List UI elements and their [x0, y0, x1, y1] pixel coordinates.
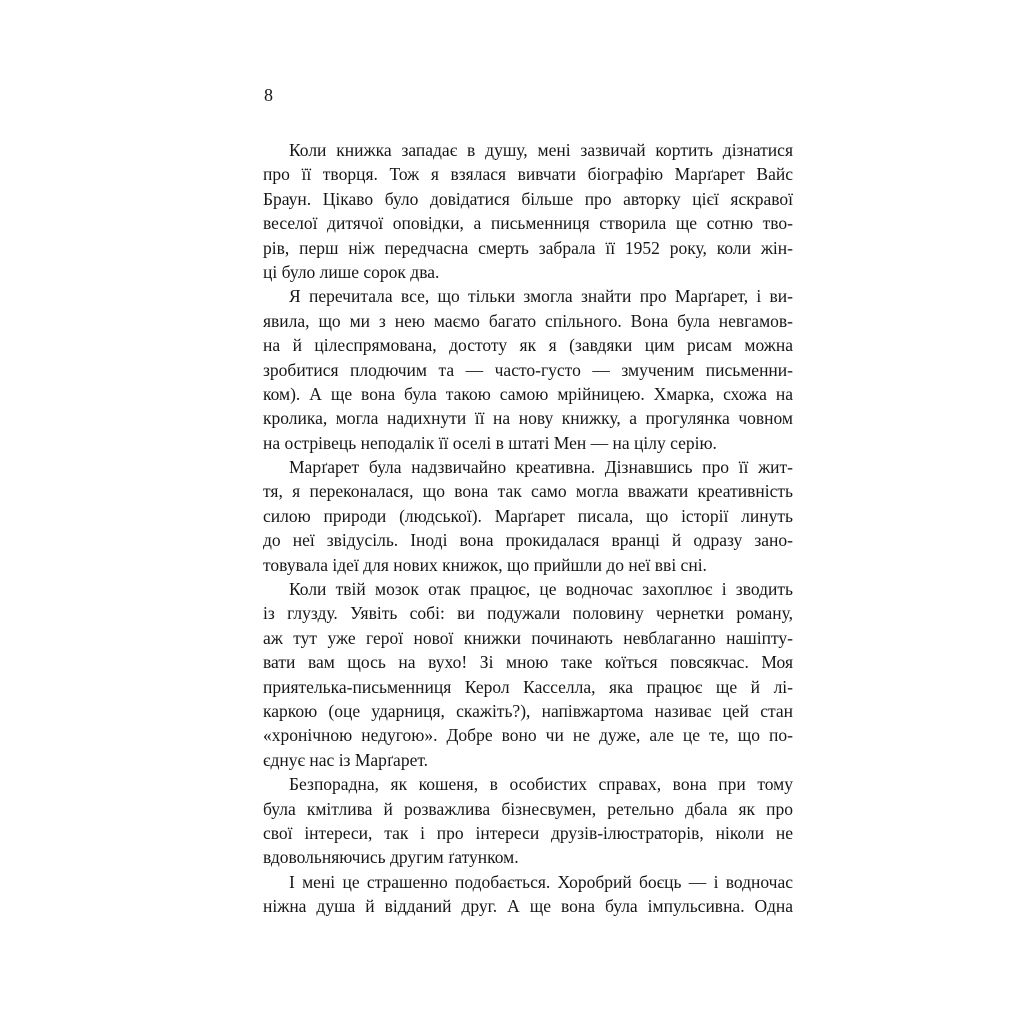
text-line: вдовольняючись другим ґатунком.	[263, 847, 519, 868]
text-line: каркою (оце ударниця, скажіть?), напівжартома називає цей стан	[263, 700, 793, 721]
text-line: товувала ідеї для нових книжок, що прийшли до неї вві сні.	[263, 554, 707, 575]
paragraph	[263, 284, 793, 455]
text-line: про її творця. Тож я взялася вивчати біографію Марґарет Вайс	[263, 164, 793, 185]
text-line: Марґарет була надзвичайно креативна. Дізнавшись про її жит-	[289, 457, 793, 478]
text-line: ці було лише сорок два.	[263, 261, 440, 282]
text-line: Коли твій мозок отак працює, це водночас захоплює і зводить	[289, 579, 793, 600]
paragraph	[263, 455, 793, 577]
text-line: була кмітлива й розважлива бізнесвумен, ретельно дбала як про	[263, 798, 793, 819]
text-line: веселої дитячої оповідки, а письменниця створила ще сотню тво-	[263, 213, 793, 234]
text-line: І мені це страшенно подобається. Хоробрий боєць — і водночас	[289, 871, 793, 892]
text-line: ніжна душа й відданий друг. А ще вона була імпульсивна. Одна	[263, 896, 793, 917]
paragraph	[263, 577, 793, 772]
text-line: «хронічною недугою». Добре воно чи не дуже, але це те, що по-	[263, 725, 793, 746]
text-line: єднує нас із Марґарет.	[263, 749, 429, 770]
text-line: зробитися плодючим та — часто-густо — змученим письменни-	[263, 359, 793, 380]
text-line: рів, перш ніж передчасна смерть забрала її 1952 року, коли жін-	[263, 237, 793, 258]
page-text	[263, 138, 793, 919]
paragraph	[263, 772, 793, 870]
text-line: свої інтереси, так і про інтереси друзів-ілюстраторів, ніколи не	[263, 822, 793, 843]
paragraph	[263, 138, 793, 284]
paragraph	[263, 870, 793, 919]
text-line: ком). А ще вона була такою самою мрійницею. Хмарка, схожа на	[263, 383, 793, 404]
text-line: Безпорадна, як кошеня, в особистих справах, вона при тому	[289, 774, 793, 795]
text-line: до неї звідусіль. Іноді вона прокидалася вранці й одразу зано-	[263, 530, 793, 551]
text-line: аж тут уже герої нової книжки починають невблаганно нашіпту-	[263, 627, 793, 648]
text-line: на острівець неподалік її оселі в штаті Мен — на цілу серію.	[263, 432, 717, 453]
text-line: із глузду. Уявіть собі: ви подужали половину чернетки роману,	[263, 603, 793, 624]
page-number: 8	[264, 85, 273, 105]
text-line: Коли книжка западає в душу, мені зазвичай кортить дізнатися	[289, 140, 793, 160]
text-line: приятелька-письменниця Керол Касселла, яка працює ще й лі-	[263, 676, 793, 697]
text-line: вати вам щось на вухо! Зі мною таке коїться повсякчас. Моя	[263, 652, 793, 673]
text-line: Браун. Цікаво було довідатися більше про авторку цієї яскравої	[263, 188, 793, 209]
text-line: кролика, могла надихнути її на нову книжку, а прогулянка човном	[263, 408, 793, 429]
text-line: силою природи (людської). Марґарет писала, що історії линуть	[263, 505, 793, 526]
text-line: явила, що ми з нею маємо багато спільного. Вона була невгамов-	[263, 310, 793, 331]
text-line: тя, я переконалася, що вона так само могла вважати креативність	[263, 481, 793, 502]
text-line: Я перечитала все, що тільки змогла знайти про Марґарет, і ви-	[289, 286, 793, 307]
text-line: на й цілеспрямована, достоту як я (завдяки цим рисам можна	[263, 335, 793, 356]
